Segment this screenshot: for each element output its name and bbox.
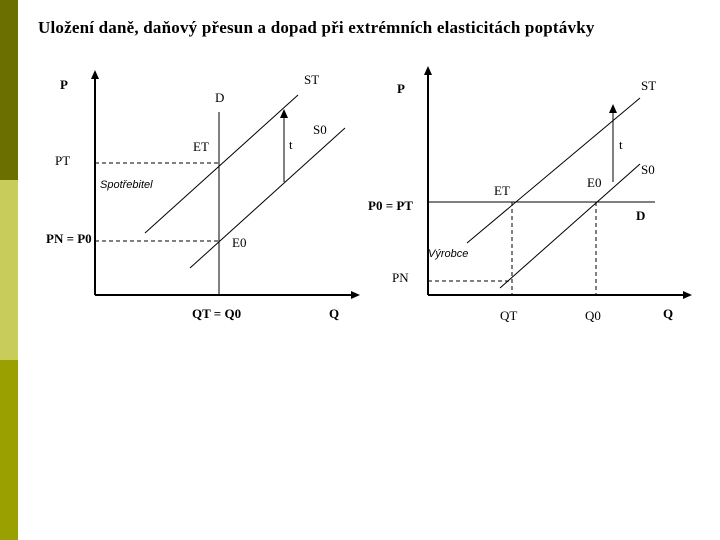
right-quantity-base-label: Q0: [585, 308, 601, 323]
right-eq-tax-label: ET: [494, 183, 510, 198]
right-quantity-tax-label: QT: [500, 308, 518, 323]
left-eq-tax-label: ET: [193, 139, 209, 154]
left-supply-base-line: [190, 128, 345, 268]
left-x-axis-label: Q: [329, 306, 340, 321]
right-supply-tax-label: ST: [641, 78, 657, 93]
right-demand-label: D: [636, 208, 646, 223]
left-y-axis-label: P: [60, 77, 68, 92]
right-price-eq-label: P0 = PT: [368, 198, 413, 213]
right-y-axis-label: P: [397, 81, 405, 96]
left-supply-tax-line: [145, 95, 298, 233]
left-diagram: [46, 72, 356, 321]
right-diagram: [368, 70, 688, 323]
right-tax-label: t: [619, 137, 623, 152]
left-supply-base-label: S0: [313, 122, 327, 137]
left-demand-label: D: [215, 90, 225, 105]
right-price-net-label: PN: [392, 270, 409, 285]
left-supply-tax-label: ST: [304, 72, 320, 87]
right-x-axis-label: Q: [663, 306, 674, 321]
right-supply-base-line: [500, 164, 640, 288]
right-supply-base-label: S0: [641, 162, 655, 177]
left-price-net-label: PN = P0: [46, 231, 92, 246]
right-eq-base-label: E0: [587, 175, 602, 190]
left-eq-base-label: E0: [232, 235, 247, 250]
left-quantity-label: QT = Q0: [192, 306, 242, 321]
left-consumer-note: Spotřebitel: [100, 179, 153, 191]
slide-title: Uložení daně, daňový přesun a dopad při extrémních elasticitách poptávky: [38, 18, 595, 37]
left-tax-label: t: [289, 137, 293, 152]
right-producer-note: Výrobce: [428, 248, 469, 260]
left-price-tax-label: PT: [55, 153, 71, 168]
right-supply-tax-line: [467, 98, 640, 243]
